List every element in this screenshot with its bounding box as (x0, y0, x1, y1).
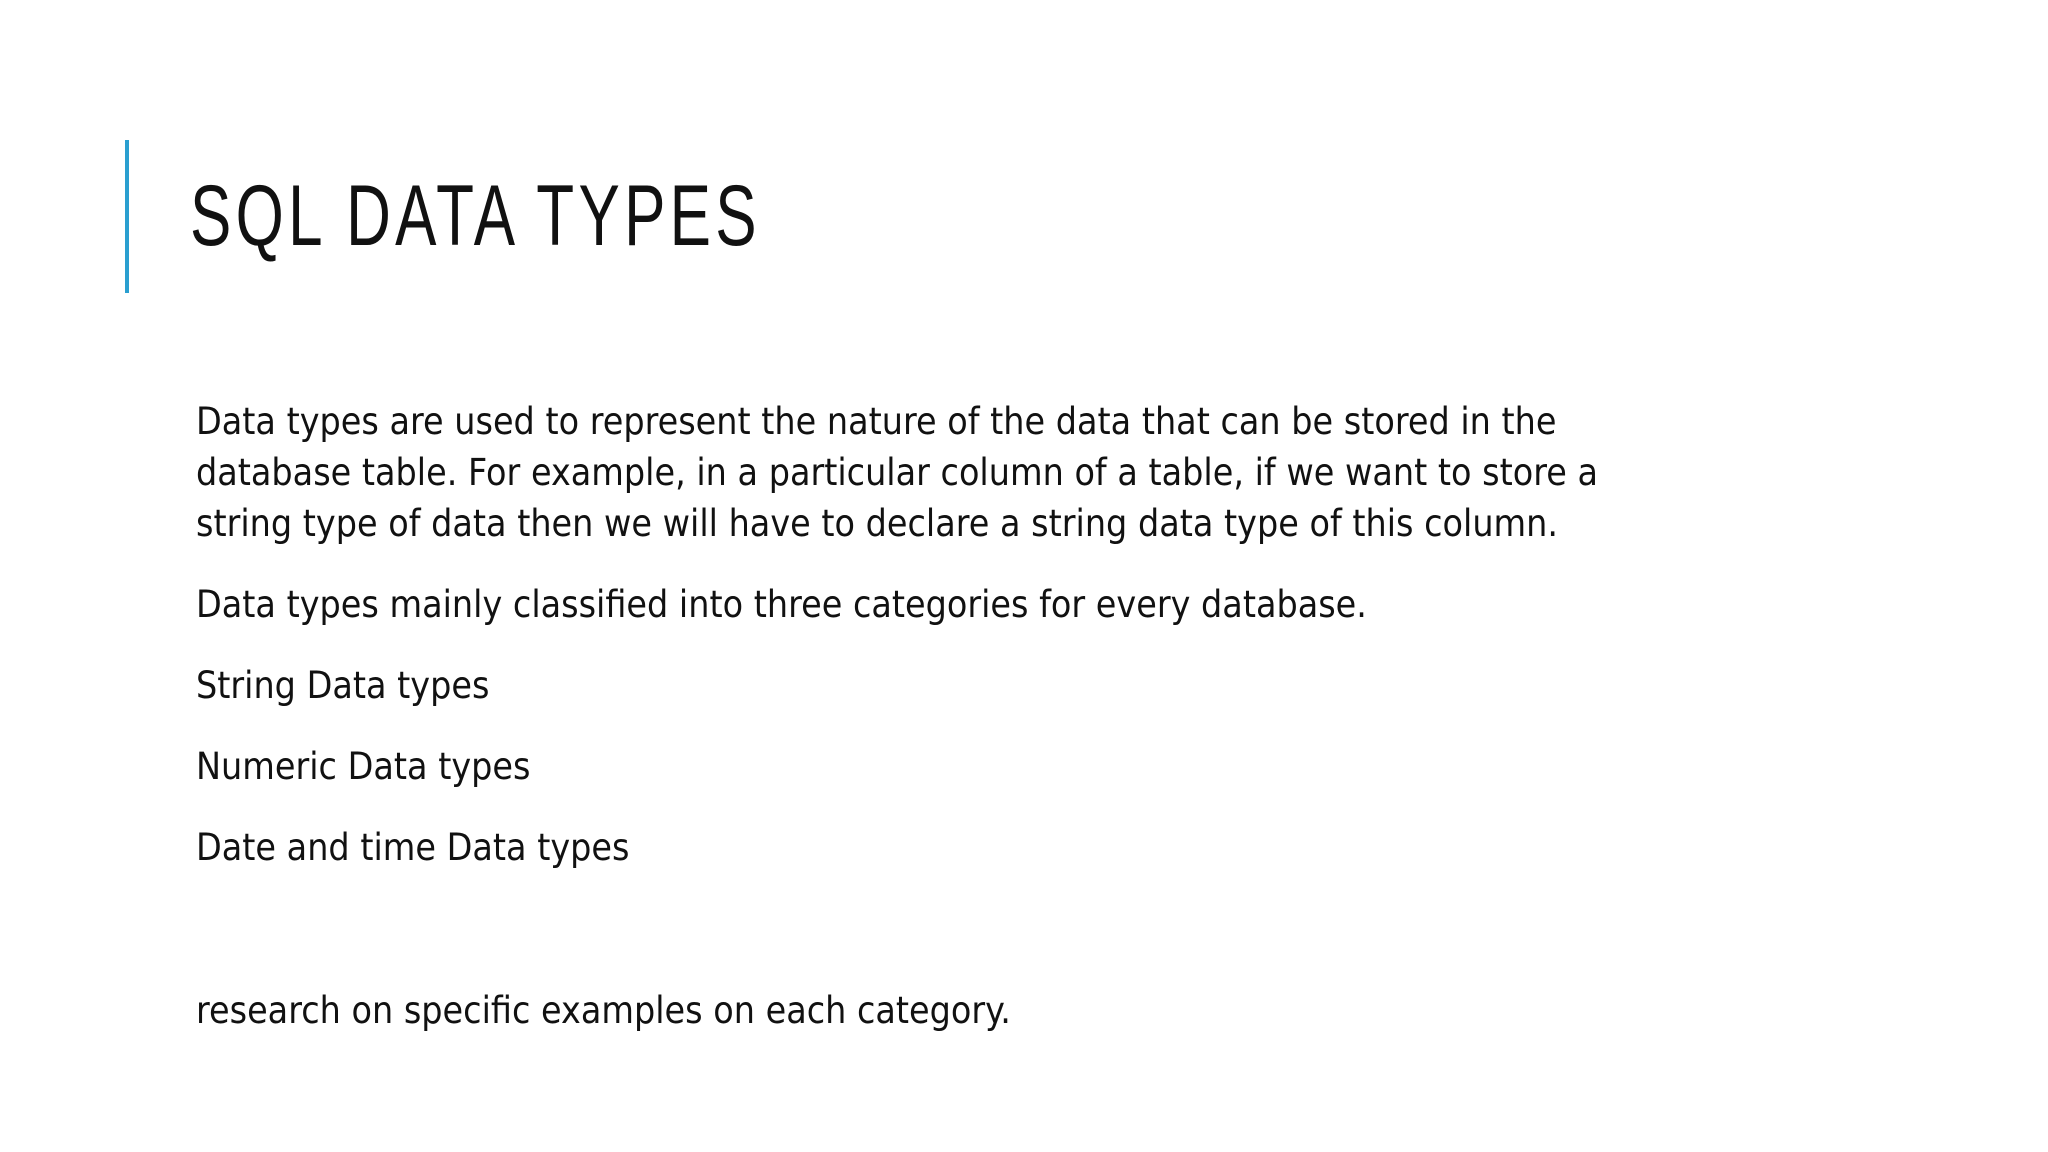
research-task: research on specific examples on each category. (196, 989, 1011, 1032)
intro-line-2: database table. For example, in a particular column of a table, if we want to store a (196, 451, 1599, 494)
category-numeric: Numeric Data types (196, 745, 531, 788)
category-date-time: Date and time Data types (196, 826, 630, 869)
intro-paragraph (196, 396, 1680, 549)
classification-paragraph: Data types mainly classified into three categories for every database. (196, 583, 1367, 626)
intro-line-1: Data types are used to represent the nature of the data that can be stored in the (196, 400, 1557, 443)
intro-line-3: string type of data then we will have to declare a string data type of this column. (196, 502, 1559, 545)
slide-title: SQL DATA TYPES (190, 168, 761, 264)
title-accent-bar (125, 140, 129, 293)
category-string: String Data types (196, 664, 490, 707)
